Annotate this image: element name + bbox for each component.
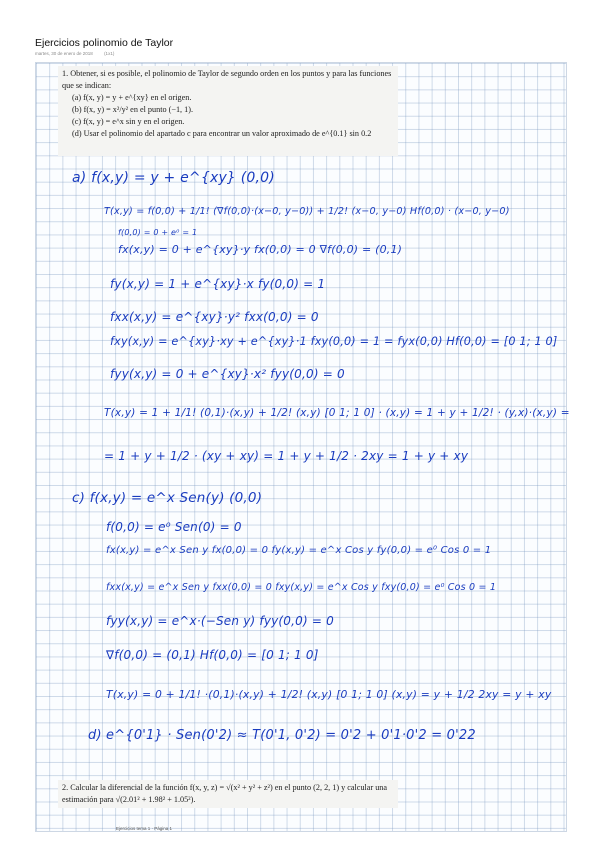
problem-2-statement: 2. Calcular la diferencial de la función f(x, y, z) = √(x² + y² + z²) en el punto (2, 2, 1) y calcular una estimación para √(2.01² + 1.98² + 1.05²).	[62, 783, 388, 804]
page-count: (1x1)	[104, 51, 115, 56]
hw-line-7: fxy(x,y) = e^{xy}·xy + e^{xy}·1 fxy(0,0) = 1 = fyx(0,0) Hf(0,0) = [0 1; 1 0]	[110, 335, 558, 348]
hw-line-2: T(x,y) = f(0,0) + 1/1! (∇f(0,0)·(x−0, y−0)) + 1/2! (x−0, y−0) Hf(0,0) · (x−0, y−0)	[104, 206, 510, 217]
problem-1-item-c: (c) f(x, y) = e^x sin y en el origen.	[72, 117, 185, 126]
hw-line-16: ∇f(0,0) = (0,1) Hf(0,0) = [0 1; 1 0]	[106, 648, 319, 662]
problem-1-item-d: (d) Usar el polinomio del apartado c para encontrar un valor aproximado de e^{0.1} sin 0.2	[72, 129, 372, 138]
hw-line-12: f(0,0) = e⁰ Sen(0) = 0	[106, 520, 242, 534]
problem-1-item-a: (a) f(x, y) = y + e^{xy} en el origen.	[72, 93, 192, 102]
printed-problem-1	[58, 66, 398, 156]
printed-problem-2	[58, 780, 398, 808]
hw-line-14: fxx(x,y) = e^x Sen y fxx(0,0) = 0 fxy(x,y) = e^x Cos y fxy(0,0) = e⁰ Cos 0 = 1	[106, 582, 497, 593]
hw-line-4: fx(x,y) = 0 + e^{xy}·y fx(0,0) = 0 ∇f(0,0) = (0,1)	[118, 243, 403, 256]
hw-line-18: d) e^{0'1} · Sen(0'2) ≈ T(0'1, 0'2) = 0'2 + 0'1·0'2 = 0'22	[88, 728, 476, 743]
page-meta	[35, 51, 124, 56]
hw-line-10: = 1 + y + 1/2 · (xy + xy) = 1 + y + 1/2 · 2xy = 1 + y + xy	[104, 449, 469, 463]
hw-line-17: T(x,y) = 0 + 1/1! ·(0,1)·(x,y) + 1/2! (x,y) [0 1; 1 0] (x,y) = y + 1/2 2xy = y + xy	[106, 688, 552, 701]
hw-line-8: fyy(x,y) = 0 + e^{xy}·x² fyy(0,0) = 0	[110, 367, 345, 381]
page-date: martes, 30 de enero de 2018	[35, 51, 93, 56]
hw-line-5: fy(x,y) = 1 + e^{xy}·x fy(0,0) = 1	[110, 277, 326, 291]
problem-1-item-b: (b) f(x, y) = x²/y² en el punto (−1, 1).	[72, 105, 194, 114]
hw-line-11: c) f(x,y) = e^x Sen(y) (0,0)	[72, 490, 263, 506]
hw-line-6: fxx(x,y) = e^{xy}·y² fxx(0,0) = 0	[110, 310, 319, 324]
hw-line-15: fyy(x,y) = e^x·(−Sen y) fyy(0,0) = 0	[106, 614, 334, 628]
hw-line-9: T(x,y) = 1 + 1/1! (0,1)·(x,y) + 1/2! (x,y) [0 1; 1 0] · (x,y) = 1 + y + 1/2! · (y,x)·(x,y) =	[104, 407, 570, 419]
hw-line-13: fx(x,y) = e^x Sen y fx(0,0) = 0 fy(x,y) = e^x Cos y fy(0,0) = e⁰ Cos 0 = 1	[106, 545, 492, 556]
hw-line-3: f(0,0) = 0 + e⁰ = 1	[118, 228, 198, 237]
page-footer: Ejercicios tema 1 · Página 1	[116, 826, 173, 831]
page-title: Ejercicios polinomio de Taylor	[35, 37, 174, 49]
problem-1-statement: 1. Obtener, si es posible, el polinomio de Taylor de segundo orden en los puntos y para las funciones que se indican:	[62, 69, 392, 90]
hw-line-1: a) f(x,y) = y + e^{xy} (0,0)	[72, 170, 275, 186]
